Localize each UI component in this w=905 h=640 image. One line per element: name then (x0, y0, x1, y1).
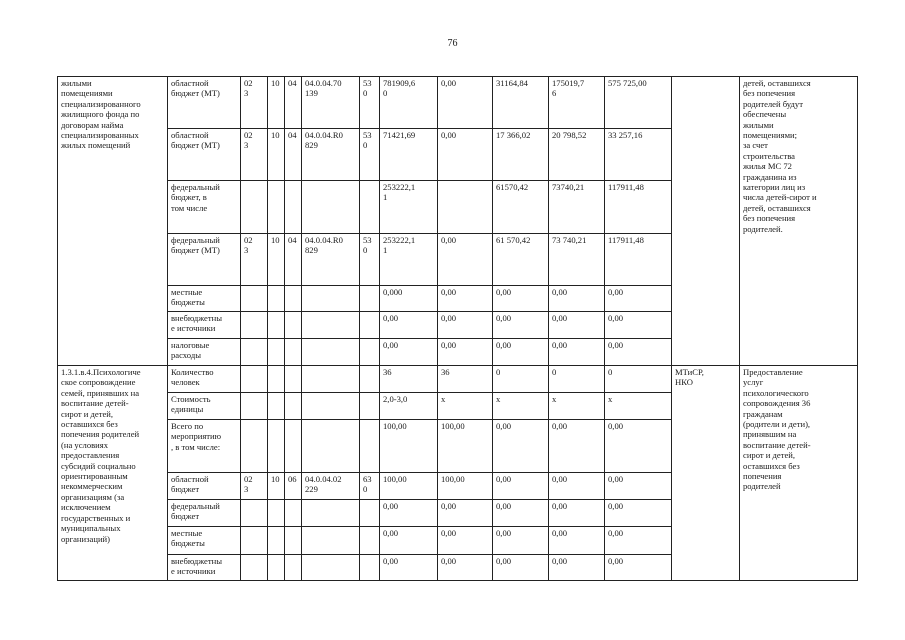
funding-source-cell: внебюджетны е источники (168, 312, 241, 339)
funding-source-cell: внебюджетны е источники (168, 555, 241, 581)
code-expense-type-cell: 53 0 (360, 77, 380, 129)
amount-year-3-cell: 0,00 (549, 555, 605, 581)
funding-source-cell: Всего по мероприятию , в том числе: (168, 420, 241, 473)
code-grbs-cell (241, 181, 268, 234)
amount-year-3-cell: 73 740,21 (549, 234, 605, 286)
code-section-cell: 10 (268, 473, 285, 500)
code-subsection-cell (285, 555, 302, 581)
funding-source-cell: областной бюджет (МТ) (168, 77, 241, 129)
code-subsection-cell (285, 527, 302, 555)
code-section-cell (268, 527, 285, 555)
code-grbs-cell (241, 312, 268, 339)
amount-year-3-cell: 73740,21 (549, 181, 605, 234)
code-target-cell: 04.0.04.02 229 (302, 473, 360, 500)
code-grbs-cell (241, 555, 268, 581)
table-row (58, 77, 858, 129)
amount-total-cell: 253222,1 1 (380, 181, 438, 234)
amount-year-2-cell: 31164,84 (493, 77, 549, 129)
table-row (58, 366, 858, 393)
amount-year-2-cell: 0,00 (493, 555, 549, 581)
code-target-cell (302, 181, 360, 234)
expected-result-cell: Предоставление услуг психологического сопровождения 36 гражданам (родители и дети), принявшим на воспитание детей- сирот и детей, оставшихся без попечения родителей (740, 366, 858, 581)
amount-year-1-cell: 100,00 (438, 473, 493, 500)
funding-source-cell: Стоимость единицы (168, 393, 241, 420)
code-subsection-cell (285, 420, 302, 473)
code-target-cell (302, 420, 360, 473)
code-target-cell: 04.0.04.R0 829 (302, 129, 360, 181)
code-section-cell (268, 312, 285, 339)
amount-total-cell: 253222,1 1 (380, 234, 438, 286)
code-grbs-cell (241, 527, 268, 555)
activity-cell: жилыми помещениями специализированного жилищного фонда по договорам найма специализированных жилых помещений (58, 77, 168, 366)
funding-source-cell: налоговые расходы (168, 339, 241, 366)
expected-result-cell: детей, оставшихся без попечения родителей будут обеспечены жилыми помещениями; за счет строительства жилья МС 72 гражданина из категории лиц из числа детей-сирот и детей, оставшихся без попечения родителей. (740, 77, 858, 366)
code-target-cell (302, 393, 360, 420)
amount-year-1-cell: 0,00 (438, 129, 493, 181)
code-section-cell (268, 555, 285, 581)
amount-total-cell: 100,00 (380, 473, 438, 500)
code-grbs-cell (241, 420, 268, 473)
code-section-cell (268, 366, 285, 393)
code-subsection-cell: 04 (285, 129, 302, 181)
funding-source-cell: местные бюджеты (168, 527, 241, 555)
amount-year-4-cell: 0,00 (605, 420, 672, 473)
amount-year-2-cell: 61 570,42 (493, 234, 549, 286)
funding-source-cell: федеральный бюджет, в том числе (168, 181, 241, 234)
code-section-cell: 10 (268, 77, 285, 129)
amount-year-3-cell: x (549, 393, 605, 420)
code-expense-type-cell (360, 500, 380, 527)
code-subsection-cell (285, 339, 302, 366)
amount-year-3-cell: 0,00 (549, 500, 605, 527)
code-grbs-cell: 02 3 (241, 234, 268, 286)
funding-source-cell: Количество человек (168, 366, 241, 393)
code-grbs-cell: 02 3 (241, 473, 268, 500)
amount-year-3-cell: 0,00 (549, 286, 605, 312)
funding-source-cell: местные бюджеты (168, 286, 241, 312)
amount-year-4-cell: 0,00 (605, 339, 672, 366)
amount-year-1-cell: 36 (438, 366, 493, 393)
amount-year-1-cell: 100,00 (438, 420, 493, 473)
code-expense-type-cell (360, 286, 380, 312)
executor-cell (672, 77, 740, 366)
code-subsection-cell: 04 (285, 234, 302, 286)
code-section-cell (268, 393, 285, 420)
code-grbs-cell (241, 286, 268, 312)
code-section-cell (268, 500, 285, 527)
code-target-cell: 04.0.04.70 139 (302, 77, 360, 129)
amount-year-2-cell: 0,00 (493, 500, 549, 527)
amount-year-4-cell: 0,00 (605, 286, 672, 312)
amount-year-4-cell: 33 257,16 (605, 129, 672, 181)
amount-year-4-cell: 117911,48 (605, 234, 672, 286)
code-subsection-cell (285, 286, 302, 312)
code-expense-type-cell (360, 420, 380, 473)
code-grbs-cell (241, 339, 268, 366)
amount-year-3-cell: 0,00 (549, 312, 605, 339)
code-section-cell (268, 286, 285, 312)
amount-year-1-cell: 0,00 (438, 527, 493, 555)
funding-source-cell: областной бюджет (168, 473, 241, 500)
code-target-cell (302, 500, 360, 527)
code-expense-type-cell: 63 0 (360, 473, 380, 500)
code-expense-type-cell: 53 0 (360, 129, 380, 181)
code-target-cell (302, 527, 360, 555)
amount-year-2-cell: x (493, 393, 549, 420)
amount-year-4-cell: 0 (605, 366, 672, 393)
amount-year-4-cell: x (605, 393, 672, 420)
amount-year-4-cell: 0,00 (605, 500, 672, 527)
code-expense-type-cell: 53 0 (360, 234, 380, 286)
executor-cell: МТиСР, НКО (672, 366, 740, 581)
amount-year-1-cell: 0,00 (438, 312, 493, 339)
code-expense-type-cell (360, 555, 380, 581)
amount-year-4-cell: 0,00 (605, 312, 672, 339)
amount-total-cell: 0,00 (380, 500, 438, 527)
code-subsection-cell (285, 366, 302, 393)
amount-year-2-cell: 0,00 (493, 527, 549, 555)
budget-table (57, 76, 858, 581)
code-grbs-cell: 02 3 (241, 129, 268, 181)
funding-source-cell: областной бюджет (МТ) (168, 129, 241, 181)
code-target-cell: 04.0.04.R0 829 (302, 234, 360, 286)
code-subsection-cell (285, 500, 302, 527)
amount-total-cell: 0,00 (380, 339, 438, 366)
amount-year-2-cell: 0,00 (493, 312, 549, 339)
amount-year-3-cell: 0,00 (549, 420, 605, 473)
code-expense-type-cell (360, 312, 380, 339)
amount-year-4-cell: 0,00 (605, 473, 672, 500)
code-subsection-cell (285, 181, 302, 234)
code-target-cell (302, 286, 360, 312)
code-expense-type-cell (360, 393, 380, 420)
amount-total-cell: 0,00 (380, 555, 438, 581)
amount-year-4-cell: 0,00 (605, 527, 672, 555)
amount-year-1-cell: 0,00 (438, 286, 493, 312)
amount-total-cell: 0,00 (380, 312, 438, 339)
code-expense-type-cell (360, 527, 380, 555)
code-grbs-cell: 02 3 (241, 77, 268, 129)
amount-year-3-cell: 0,00 (549, 527, 605, 555)
code-target-cell (302, 339, 360, 366)
amount-year-4-cell: 0,00 (605, 555, 672, 581)
amount-total-cell: 71421,69 (380, 129, 438, 181)
code-target-cell (302, 366, 360, 393)
code-section-cell: 10 (268, 129, 285, 181)
funding-source-cell: федеральный бюджет (МТ) (168, 234, 241, 286)
code-section-cell (268, 420, 285, 473)
amount-total-cell: 0,000 (380, 286, 438, 312)
code-target-cell (302, 312, 360, 339)
amount-total-cell: 0,00 (380, 527, 438, 555)
code-section-cell (268, 181, 285, 234)
amount-year-3-cell: 175019,7 6 (549, 77, 605, 129)
amount-year-3-cell: 20 798,52 (549, 129, 605, 181)
amount-year-2-cell: 0,00 (493, 339, 549, 366)
code-subsection-cell (285, 393, 302, 420)
amount-year-1-cell (438, 181, 493, 234)
amount-total-cell: 36 (380, 366, 438, 393)
code-target-cell (302, 555, 360, 581)
amount-year-1-cell: 0,00 (438, 77, 493, 129)
amount-total-cell: 100,00 (380, 420, 438, 473)
code-expense-type-cell (360, 366, 380, 393)
code-grbs-cell (241, 500, 268, 527)
amount-year-1-cell: 0,00 (438, 234, 493, 286)
activity-cell: 1.3.1.в.4.Психологиче ское сопровождение семей, принявших на воспитание детей- сирот и детей, оставшихся без попечения родителей (на условиях предоставления субсидий социально ориентированным некоммерческим организациям (за исключением государственных и муниципальных организаций) (58, 366, 168, 581)
code-grbs-cell (241, 366, 268, 393)
amount-year-3-cell: 0,00 (549, 473, 605, 500)
amount-year-2-cell: 0,00 (493, 473, 549, 500)
funding-source-cell: федеральный бюджет (168, 500, 241, 527)
code-subsection-cell: 04 (285, 77, 302, 129)
amount-year-2-cell: 0,00 (493, 420, 549, 473)
amount-year-3-cell: 0,00 (549, 339, 605, 366)
code-expense-type-cell (360, 181, 380, 234)
code-section-cell: 10 (268, 234, 285, 286)
amount-year-4-cell: 575 725,00 (605, 77, 672, 129)
amount-year-1-cell: 0,00 (438, 500, 493, 527)
code-subsection-cell (285, 312, 302, 339)
amount-year-4-cell: 117911,48 (605, 181, 672, 234)
amount-total-cell: 2,0-3,0 (380, 393, 438, 420)
amount-year-3-cell: 0 (549, 366, 605, 393)
amount-year-2-cell: 0,00 (493, 286, 549, 312)
code-section-cell (268, 339, 285, 366)
amount-year-1-cell: 0,00 (438, 339, 493, 366)
amount-year-1-cell: x (438, 393, 493, 420)
amount-year-2-cell: 61570,42 (493, 181, 549, 234)
code-grbs-cell (241, 393, 268, 420)
page-number: 76 (447, 38, 458, 49)
amount-total-cell: 781909,6 0 (380, 77, 438, 129)
code-subsection-cell: 06 (285, 473, 302, 500)
code-expense-type-cell (360, 339, 380, 366)
amount-year-2-cell: 17 366,02 (493, 129, 549, 181)
amount-year-1-cell: 0,00 (438, 555, 493, 581)
amount-year-2-cell: 0 (493, 366, 549, 393)
